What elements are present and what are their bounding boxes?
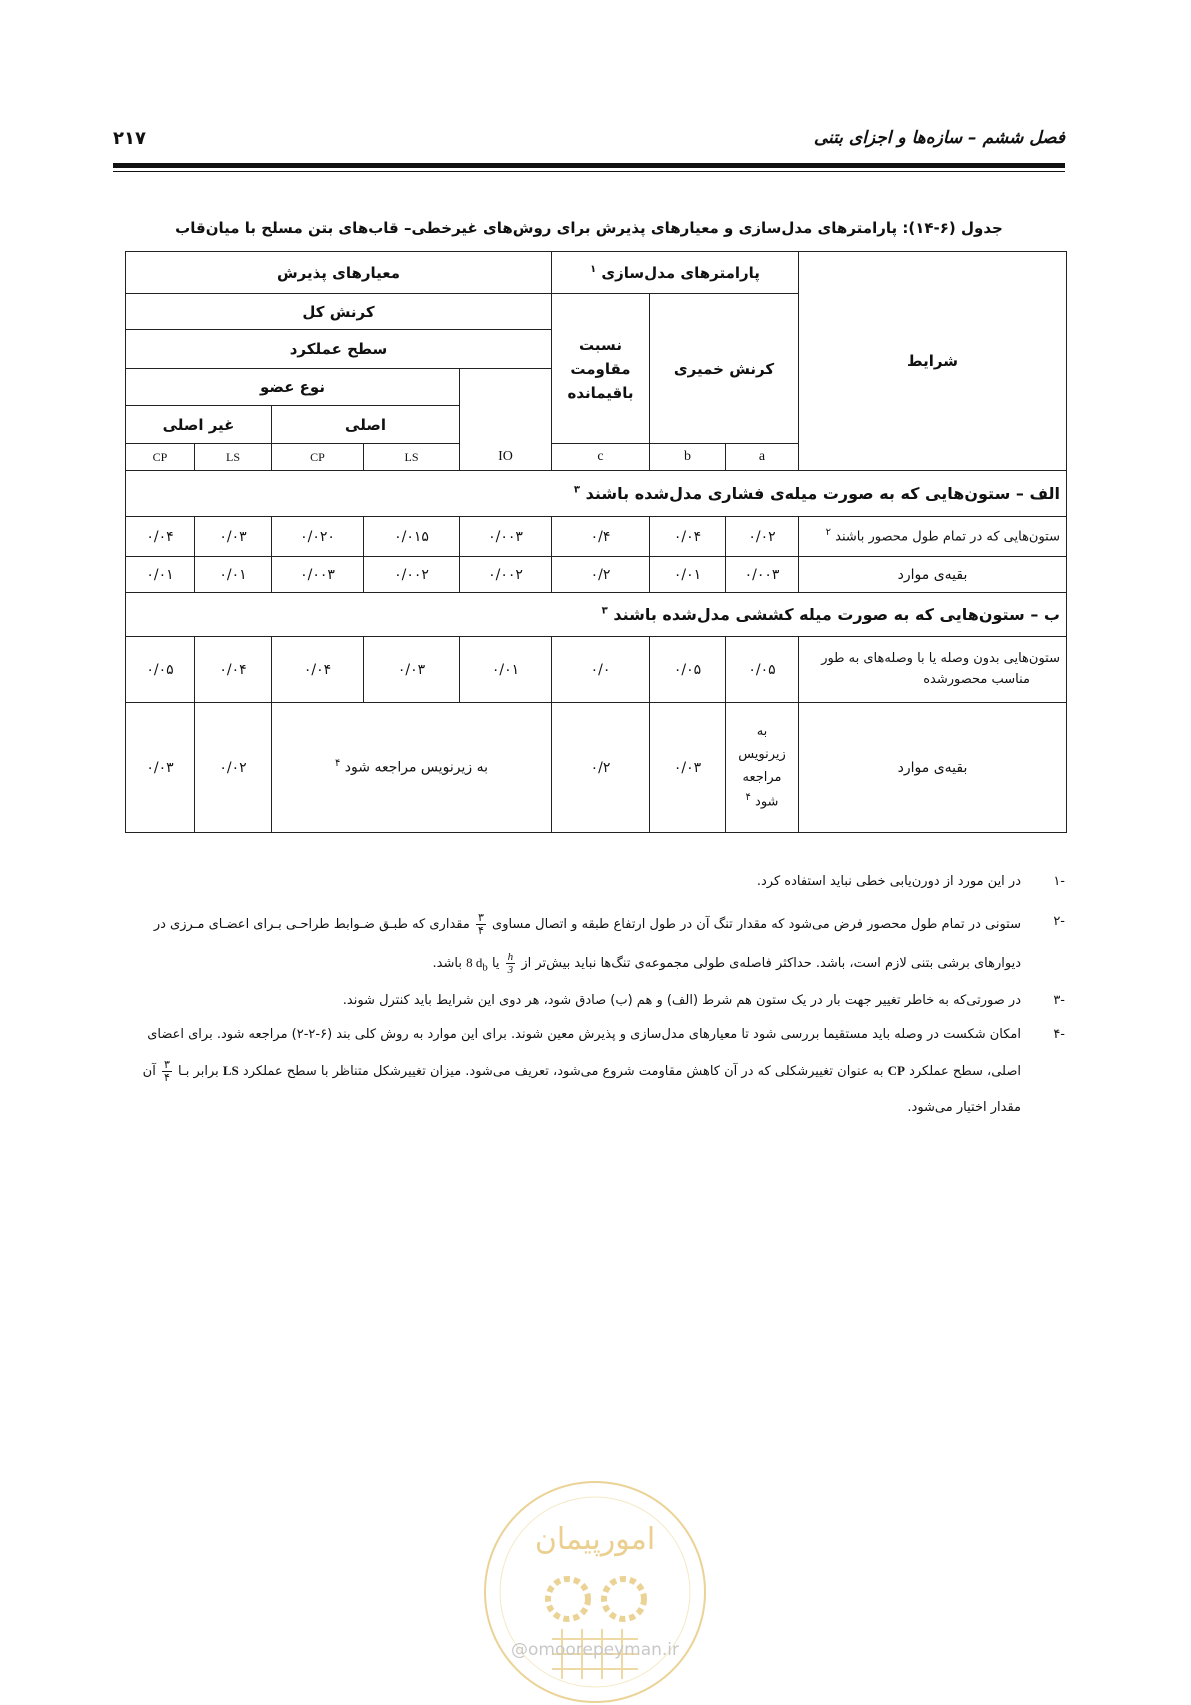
header-col-ls-secondary: LS (195, 444, 272, 471)
row3-cp-primary: ۰/۰۴ (272, 637, 364, 703)
row2-cp-primary: ۰/۰۰۳ (272, 557, 364, 593)
row2-b: ۰/۰۱ (650, 557, 726, 593)
header-col-b: b (650, 444, 726, 471)
header-col-c: c (552, 444, 650, 471)
table-row (126, 517, 1067, 557)
header-col-cp-primary: CP (272, 444, 364, 471)
header-rule-thin (113, 171, 1065, 172)
row2-ls-secondary: ۰/۰۱ (195, 557, 272, 593)
page-number: ۲۱۷ (113, 128, 146, 149)
row1-ls-primary: ۰/۰۱۵ (364, 517, 460, 557)
row3-ls-primary: ۰/۰۳ (364, 637, 460, 703)
header-col-ls-primary: LS (364, 444, 460, 471)
row1-cp-secondary: ۰/۰۴ (126, 517, 195, 557)
section-a-title: الف – ستون‌هایی که به صورت میله‌ی فشاری مدل‌شده باشند $^۳$ (126, 471, 1067, 517)
row1-c: ۰/۴ (552, 517, 650, 557)
row4-b: ۰/۰۳ (650, 703, 726, 833)
footnote-1: -۱ در این مورد از دورن‌یابی خطی نباید استفاده کرد. (756, 874, 1065, 889)
row3-b: ۰/۰۵ (650, 637, 726, 703)
row3-ls-secondary: ۰/۰۴ (195, 637, 272, 703)
page-header (113, 128, 1065, 158)
row3-condition: ستون‌هایی بدون وصله یا با وصله‌های به طور مناسب محصورشده (799, 637, 1067, 703)
header-acceptance: معیارهای پذیرش (126, 252, 552, 294)
svg-text:امورپیمان: امورپیمان (534, 1522, 656, 1557)
row1-b: ۰/۰۴ (650, 517, 726, 557)
watermark-text: @omoorepeyman.ir (510, 1640, 680, 1660)
table-row (126, 637, 1067, 703)
header-secondary: غیر اصلی (126, 406, 272, 444)
chapter-title: فصل ششم – سازه‌ها و اجزای بتنی (813, 128, 1065, 148)
header-residual-ratio: نسبت مقاومت باقیمانده (552, 294, 650, 444)
row2-cp-secondary: ۰/۰۱ (126, 557, 195, 593)
row2-condition: بقیه‌ی موارد (799, 557, 1067, 593)
row4-c: ۰/۲ (552, 703, 650, 833)
header-performance-level: سطح عملکرد (126, 330, 552, 369)
row2-c: ۰/۲ (552, 557, 650, 593)
footnote-3: -۳ در صورتی‌که به خاطر تغییر جهت بار در یک ستون هم شرط (الف) و هم (ب) صادق شود، هر دوی این شرایط باید کنترل شوند. (342, 992, 1065, 1008)
header-member-type: نوع عضو (126, 369, 460, 406)
header-col-cp-secondary: CP (126, 444, 195, 471)
header-conditions: شرایط (799, 252, 1067, 471)
row4-condition: بقیه‌ی موارد (799, 703, 1067, 833)
footnotes (113, 872, 1065, 1132)
table-caption: جدول (۶-۱۴): پارامترهای مدل‌سازی و معیارهای پذیرش برای روش‌های غیرخطی– قاب‌های بتن مسلح با میان‌قاب (175, 219, 1003, 237)
header-io: IO (460, 369, 552, 471)
row1-condition: ستون‌هایی که در تمام طول محصور باشند $^۲$ (799, 517, 1067, 557)
row1-io: ۰/۰۰۳ (460, 517, 552, 557)
row1-ls-secondary: ۰/۰۳ (195, 517, 272, 557)
row2-ls-primary: ۰/۰۰۲ (364, 557, 460, 593)
row3-a: ۰/۰۵ (726, 637, 799, 703)
header-plastic-strain: کرنش خمیری (650, 294, 799, 444)
table-row (126, 557, 1067, 593)
row4-merged-note: به زیرنویس مراجعه شود $^۴$ (272, 703, 552, 833)
header-primary: اصلی (272, 406, 460, 444)
row3-c: ۰/۰ (552, 637, 650, 703)
header-modeling-params: پارامترهای مدل‌سازی $^۱$ (552, 252, 799, 294)
modeling-parameters-table (125, 251, 1067, 833)
row4-cp-secondary: ۰/۰۳ (126, 703, 195, 833)
row4-ls-secondary: ۰/۰۲ (195, 703, 272, 833)
row3-io: ۰/۰۱ (460, 637, 552, 703)
header-total-strain: کرنش کل (126, 294, 552, 330)
header-rule-thick (113, 163, 1065, 168)
row2-io: ۰/۰۰۲ (460, 557, 552, 593)
row3-cp-secondary: ۰/۰۵ (126, 637, 195, 703)
header-col-a: a (726, 444, 799, 471)
table-row (126, 703, 1067, 833)
row2-a: ۰/۰۰۳ (726, 557, 799, 593)
row1-cp-primary: ۰/۰۲۰ (272, 517, 364, 557)
row4-a: به زیرنویس مراجعه شود $^۴$ (726, 703, 799, 833)
footnote-2: -۲ ستونی در تمام طول محصور فرض می‌شود که مقدار تنگ آن در طول ارتفاع طبقه و اتصال مساوی $\frac{۳}{۴}$ مقداری که طبـق ضـوابط طراحـی بـرای اعضـای مـرزی در دیوارهای برشی بتنی لازم است، باشد. حداکثر فاصله‌ی طولی مجموعه‌ی تنگ‌ها نباید بیش‌تر از $\frac{h}{3}$ یا 8 $d_b$ باشد. (153, 911, 1065, 977)
row1-a: ۰/۰۲ (726, 517, 799, 557)
section-b-title: ب – ستون‌هایی که به صورت میله کششی مدل‌شده باشند $^۳$ (126, 593, 1067, 637)
footnote-4: -۴ امکان شکست در وصله باید مستقیما بررسی شود تا معیارهای مدل‌سازی و پذیرش معین شوند. برای این موارد به روش کلی بند (۶-۲-۲) مراجعه شود. برای اعضای اصلی، سطح عملکرد CP به عنوان تغییرشکلی که در آن کاهش مقاومت شروع می‌شود، تعریف می‌شود. میزان تغییرشکل متناظر با سطح عملکرد LS برابر بـا $\frac{۳}{۴}$ آن مقدار اختیار می‌شود. (142, 1026, 1065, 1116)
omoorepeyman-seal-logo (482, 1479, 708, 1705)
